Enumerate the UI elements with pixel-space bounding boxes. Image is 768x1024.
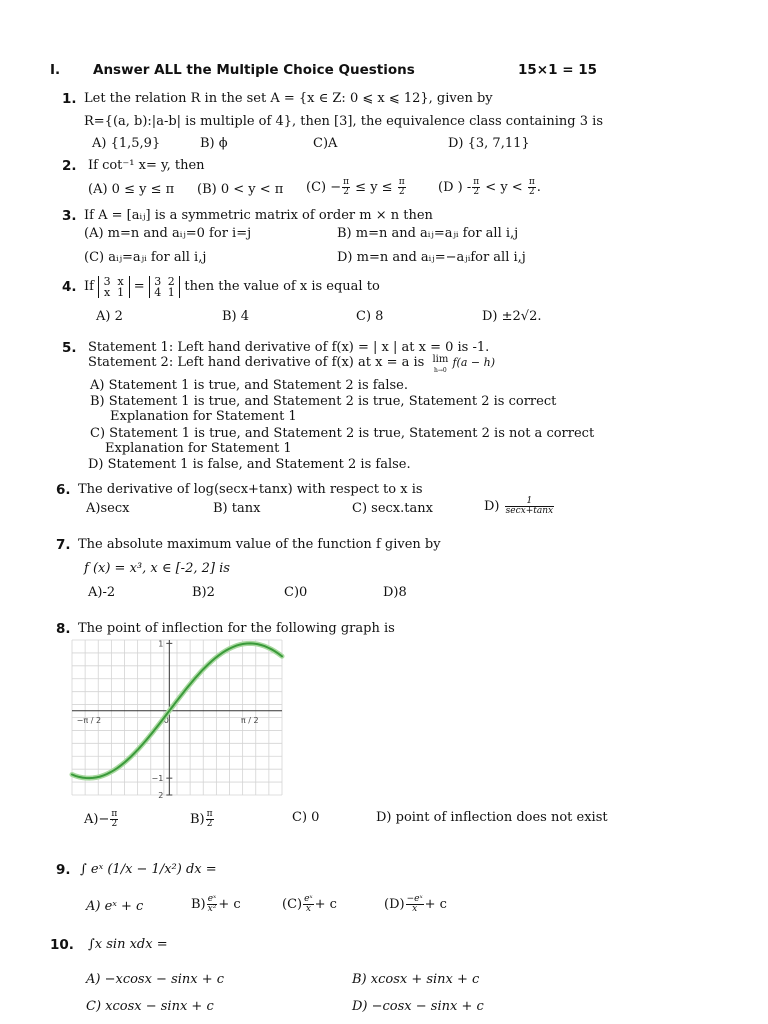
option-a: (A) 0 ≤ y ≤ π xyxy=(88,182,175,197)
option-a: A) eˣ + c xyxy=(86,899,144,914)
question-number: 7. xyxy=(56,537,71,553)
question-number: 5. xyxy=(62,340,77,356)
question-stem: The point of inflection for the following graph is xyxy=(78,621,395,636)
data-point xyxy=(281,656,282,657)
section-number: I. xyxy=(50,62,61,78)
option-a: (A) m=n and aᵢⱼ=0 for i=j xyxy=(84,226,252,241)
option-b: B) Statement 1 is true, and Statement 2 is true, Statement 2 is correct xyxy=(90,394,557,409)
integral-expression: ∫ eˣ (1/x − 1/x²) dx = xyxy=(80,862,217,877)
option-d: D) Statement 1 is false, and Statement 2 is false. xyxy=(88,457,411,472)
option-b: B) xcosx + sinx + c xyxy=(352,972,480,987)
option-d: D) ±2√2. xyxy=(482,309,542,324)
question-number: 10. xyxy=(50,937,74,953)
option-b: B) $\frac{\pi}{2}$ xyxy=(190,809,213,829)
question-stem: If 3 x x 1 = 3 2 4 1 then the value of x is equal to xyxy=(84,274,380,299)
question-number: 6. xyxy=(56,482,71,498)
x-tick-label: −π / 2 xyxy=(76,715,102,725)
option-d: D) point of inflection does not exist xyxy=(376,810,608,825)
option-b: B) m=n and aᵢⱼ=aⱼᵢ for all i,j xyxy=(337,226,519,241)
option-a: A) Statement 1 is true, and Statement 2 is false. xyxy=(90,378,408,393)
data-point xyxy=(107,773,108,774)
option-b: B)2 xyxy=(192,585,215,600)
option-a: A)− $\frac{\pi}{2}$ xyxy=(84,809,118,829)
option-c: C)A xyxy=(313,136,338,151)
option-d: D) −cosx − sinx + c xyxy=(352,999,484,1014)
question-stem: The derivative of log(secx+tanx) with respect to x is xyxy=(78,482,423,497)
option-a: A)secx xyxy=(86,501,130,516)
question-number: 2. xyxy=(62,158,77,174)
inflection-graph xyxy=(72,639,282,800)
integral-expression: ∫x sin xdx = xyxy=(88,937,168,952)
question-stem: If cot⁻¹ x= y, then xyxy=(88,158,205,173)
option-a: A)-2 xyxy=(88,585,116,600)
question-stem: Let the relation R in the set A = {x ∈ Z: 0 ⩽ x ⩽ 12}, given by xyxy=(84,91,493,106)
option-c: C) 8 xyxy=(356,309,384,324)
data-point xyxy=(189,684,190,685)
determinant-left: 3 x x 1 xyxy=(98,276,130,298)
data-point xyxy=(148,736,149,737)
option-b: B) ϕ xyxy=(200,136,228,151)
data-point xyxy=(71,774,72,775)
question-number: 9. xyxy=(56,862,71,878)
function-definition: f (x) = x³, x ∈ [-2, 2] is xyxy=(84,561,230,576)
option-c-line2: Explanation for Statement 1 xyxy=(105,441,292,456)
x-tick-label: 0 xyxy=(163,715,169,725)
option-b: (B) 0 < y < π xyxy=(197,182,284,197)
option-d: D)8 xyxy=(383,585,407,600)
option-c: (C) aᵢⱼ=aⱼᵢ for all i,j xyxy=(84,250,207,265)
option-d: (D) $\frac{\text{−eˣ}}{x}$ + c xyxy=(384,894,447,914)
y-tick-label: 2 xyxy=(158,791,164,800)
data-point xyxy=(210,662,211,663)
section-title: Answer ALL the Multiple Choice Questions xyxy=(93,62,415,78)
option-b: B) $\frac{\text{eˣ}}{\text{x²}}$ + c xyxy=(191,894,241,914)
x-tick-label: π / 2 xyxy=(240,715,259,725)
statement-2: Statement 2: Left hand derivative of f(x) at x = a is lim h→0 f(a − h) xyxy=(88,354,495,374)
option-d: D) $\frac{1}{\sec x+\tan x}$ xyxy=(484,496,554,516)
data-point xyxy=(88,778,89,779)
option-c: C)0 xyxy=(284,585,308,600)
option-c: C) secx.tanx xyxy=(352,501,433,516)
option-d: D) m=n and aᵢⱼ=−aⱼᵢfor all i,j xyxy=(337,250,526,265)
y-tick-label: 1 xyxy=(158,639,164,649)
question-number: 3. xyxy=(62,208,77,224)
option-a: A) 2 xyxy=(96,309,123,324)
question-number: 1. xyxy=(62,91,77,107)
data-point xyxy=(266,646,267,647)
option-d: D) {3, 7,11} xyxy=(448,136,530,151)
option-b-line2: Explanation for Statement 1 xyxy=(110,409,297,424)
option-c: C) xcosx − sinx + c xyxy=(86,999,214,1014)
section-marks: 15×1 = 15 xyxy=(518,62,597,78)
data-point xyxy=(249,643,250,644)
option-a: A) −xcosx − sinx + c xyxy=(86,972,225,987)
option-c: C) Statement 1 is true, and Statement 2 is true, Statement 2 is not a correct xyxy=(90,426,595,441)
statement-1: Statement 1: Left hand derivative of f(x) = | x | at x = 0 is -1. xyxy=(88,340,490,355)
data-point xyxy=(230,647,231,648)
data-point xyxy=(169,710,170,711)
question-number: 4. xyxy=(62,279,77,295)
option-b: B) tanx xyxy=(213,501,261,516)
y-tick-label: −1 xyxy=(151,774,164,784)
determinant-right: 3 2 4 1 xyxy=(149,276,181,298)
question-stem-line2: R={(a, b):|a-b| is multiple of 4}, then [3], the equivalence class containing 3 is xyxy=(84,114,603,129)
question-number: 8. xyxy=(56,621,71,637)
option-a: A) {1,5,9} xyxy=(92,136,161,151)
question-stem: If A = [aᵢⱼ] is a symmetric matrix of order m × n then xyxy=(84,208,433,223)
question-stem: The absolute maximum value of the function f given by xyxy=(78,537,441,552)
data-point xyxy=(128,758,129,759)
option-c: (C) $\frac{\text{eˣ}}{x}$ + c xyxy=(282,894,337,914)
option-c: (C) − $\frac{\pi}{2}$ ≤ y ≤ $\frac{\pi}{2}$ xyxy=(306,177,405,197)
option-b: B) 4 xyxy=(222,309,250,324)
option-c: C) 0 xyxy=(292,810,320,825)
option-d: (D ) - $\frac{\pi}{2}$ < y < $\frac{\pi}{2}$ . xyxy=(438,177,541,197)
